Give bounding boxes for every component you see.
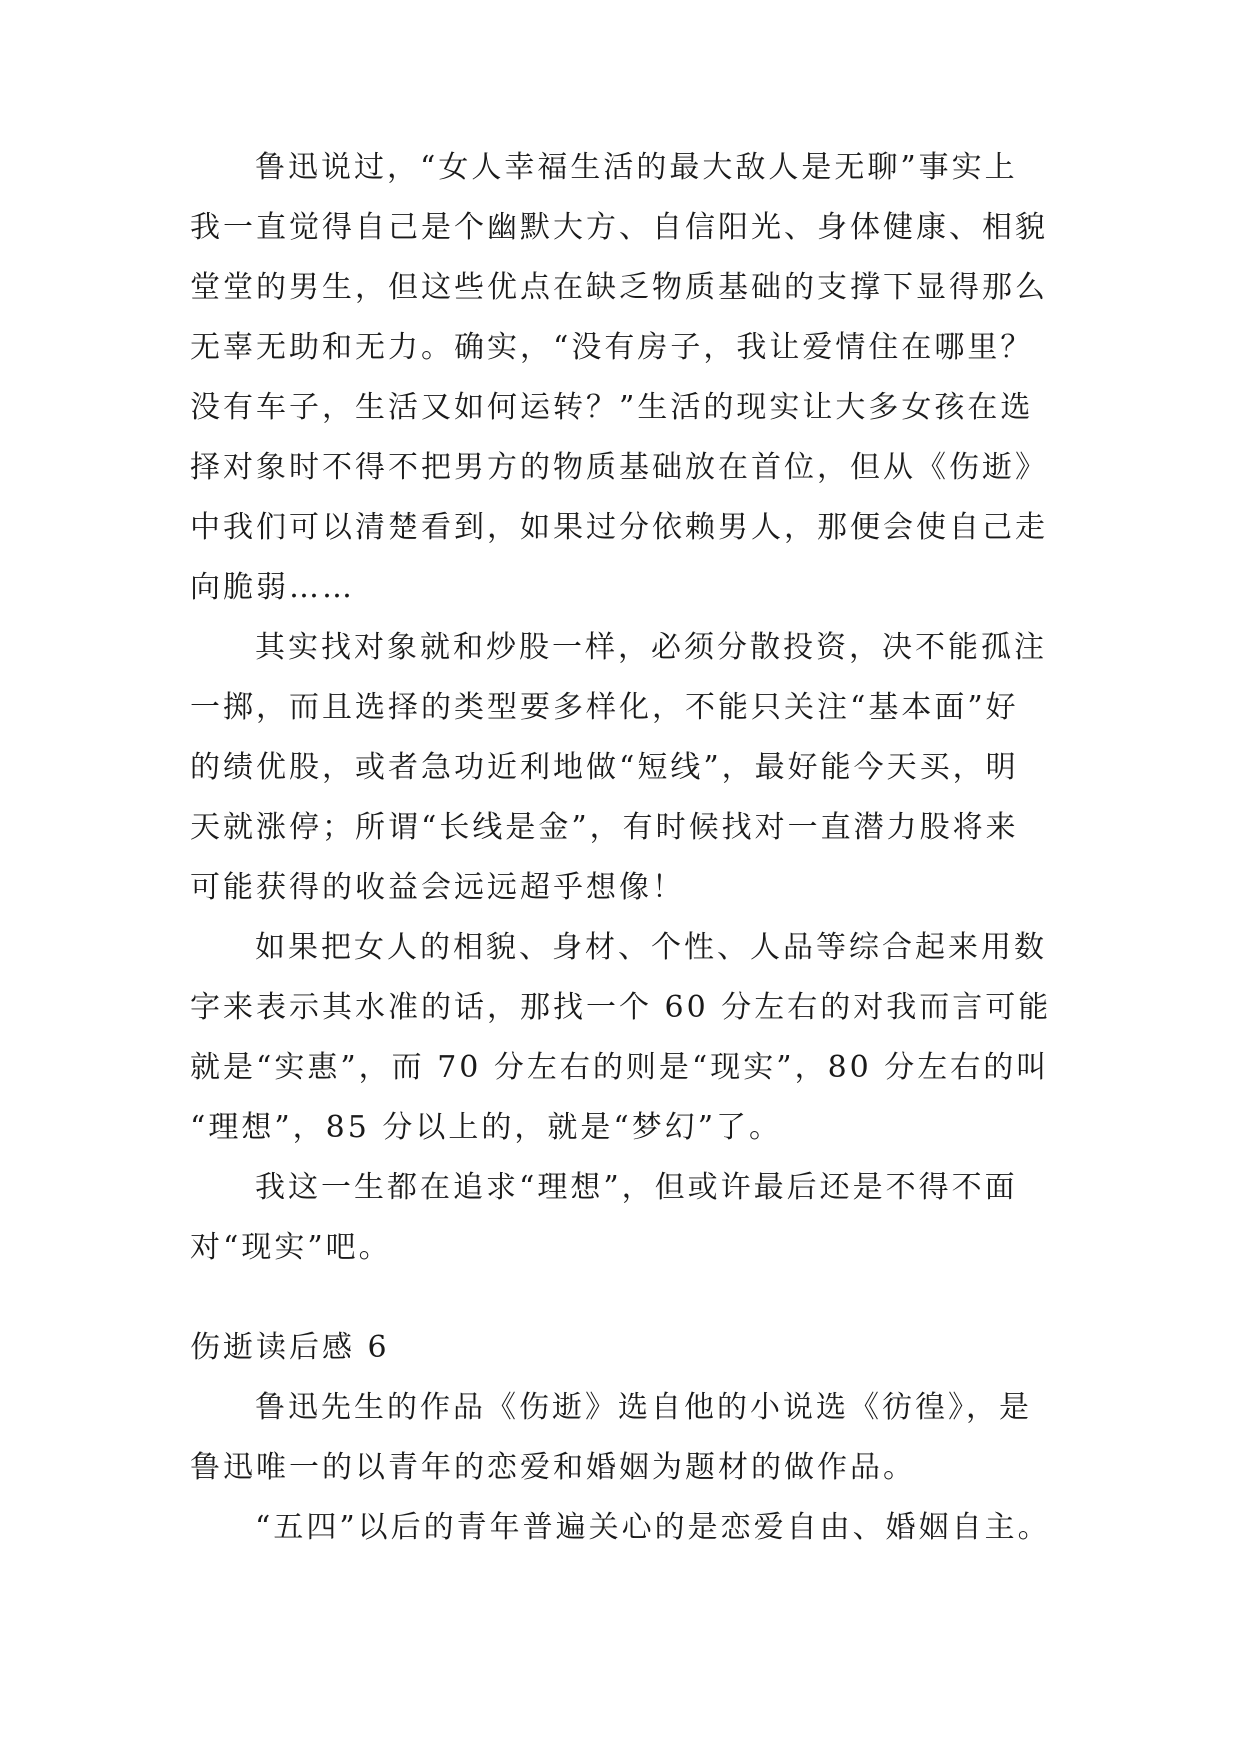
paragraph-line: 字来表示其水准的话，那找一个 60 分左右的对我而言可能	[190, 990, 1052, 1025]
paragraph-line: 一掷，而且选择的类型要多样化，不能只关注“基本面”好	[190, 690, 1019, 725]
paragraph-line: “理想”，85 分以上的，就是“梦幻”了。	[190, 1110, 783, 1145]
paragraph-line: 就是“实惠”，而 70 分左右的则是“现实”，80 分左右的叫	[190, 1050, 1050, 1085]
paragraph-line: 鲁迅唯一的以青年的恋爱和婚姻为题材的做作品。	[190, 1450, 916, 1485]
section-heading: 伤逝读后感 6	[190, 1330, 390, 1365]
paragraph-line: 的绩优股，或者急功近利地做“短线”，最好能今天买，明	[190, 750, 1019, 785]
paragraph-line: 无辜无助和无力。确实，“没有房子，我让爱情住在哪里？	[190, 330, 1034, 365]
paragraph-line: 堂堂的男生，但这些优点在缺乏物质基础的支撑下显得那么	[190, 270, 1048, 305]
paragraph-line: 其实找对象就和炒股一样，必须分散投资，决不能孤注	[255, 630, 1047, 665]
paragraph-line: 鲁迅先生的作品《伤逝》选自他的小说选《彷徨》，是	[255, 1390, 1032, 1425]
paragraph-line: 天就涨停；所谓“长线是金”，有时候找对一直潜力股将来	[190, 810, 1019, 845]
paragraph-line: 择对象时不得不把男方的物质基础放在首位，但从《伤逝》	[190, 450, 1048, 485]
paragraph-line: “五四”以后的青年普遍关心的是恋爱自由、婚姻自主。	[255, 1510, 1051, 1545]
paragraph-line: 我这一生都在追求“理想”，但或许最后还是不得不面	[255, 1170, 1018, 1205]
paragraph-line: 可能获得的收益会远远超乎想像！	[190, 870, 685, 905]
paragraph-line: 没有车子，生活又如何运转？”生活的现实让大多女孩在选	[190, 390, 1034, 425]
paragraph-line: 鲁迅说过，“女人幸福生活的最大敌人是无聊”事实上	[255, 150, 1018, 185]
paragraph-line: 我一直觉得自己是个幽默大方、自信阳光、身体健康、相貌	[190, 210, 1048, 245]
paragraph-line: 对“现实”吧。	[190, 1230, 392, 1265]
paragraph-line: 向脆弱……	[190, 570, 355, 605]
paragraph-line: 中我们可以清楚看到，如果过分依赖男人，那便会使自己走	[190, 510, 1048, 545]
paragraph-line: 如果把女人的相貌、身材、个性、人品等综合起来用数	[255, 930, 1047, 965]
